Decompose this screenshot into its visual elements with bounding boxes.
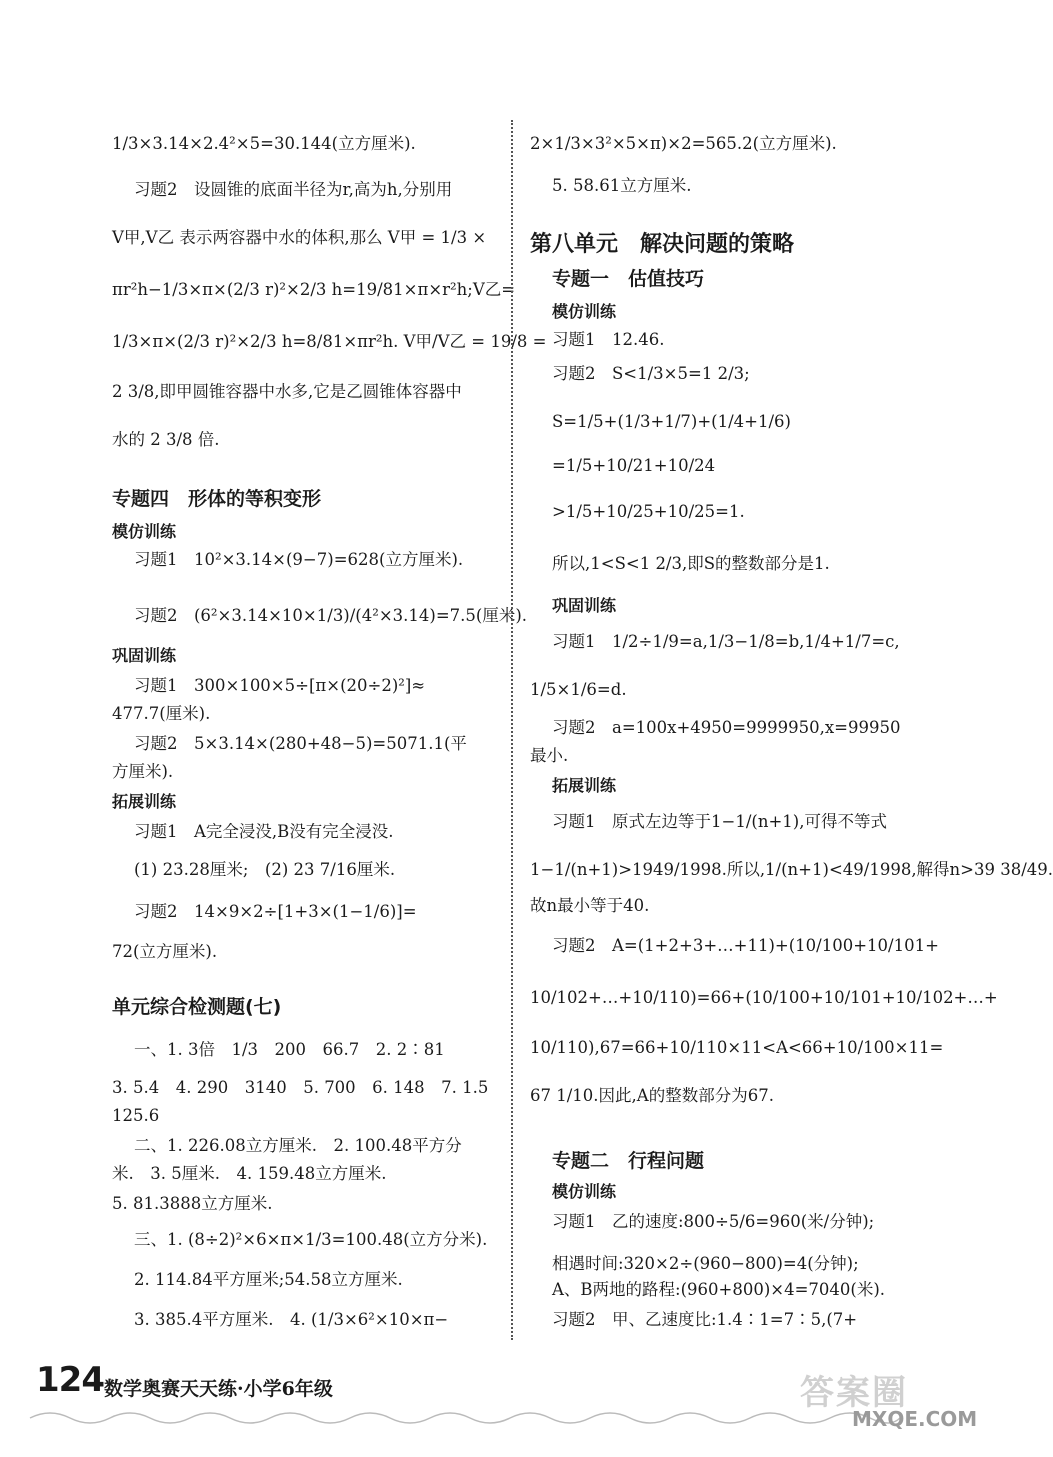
text-line: 巩固训练 (112, 646, 177, 665)
text-line: 方厘米). (112, 762, 174, 781)
text-line: 专题四 形体的等积变形 (112, 488, 322, 510)
text-line: 习题2 甲、乙速度比:1.4∶1=7∶5,(7+ (552, 1310, 858, 1329)
text-line: 故n最小等于40. (530, 896, 650, 915)
column-divider (511, 120, 513, 1340)
text-line: 5. 58.61立方厘米. (552, 176, 692, 195)
text-line: 模仿训练 (112, 522, 177, 541)
text-line: 三、1. (8÷2)²×6×π×1/3=100.48(立方分米). (134, 1230, 488, 1249)
text-line: 习题2 5×3.14×(280+48−5)=5071.1(平 (134, 734, 467, 753)
text-line: 2×1/3×3²×5×π)×2=565.2(立方厘米). (530, 134, 837, 153)
text-line: 习题1 A完全浸没,B没有完全浸没. (134, 822, 394, 841)
text-line: V甲,V乙 表示两容器中水的体积,那么 V甲 = 1/3 × (112, 228, 487, 247)
text-line: 习题2 设圆锥的底面半径为r,高为h,分别用 (134, 180, 453, 199)
text-line: 习题2 (6²×3.14×10×1/3)/(4²×3.14)=7.5(厘米). (134, 606, 528, 625)
text-line: 模仿训练 (552, 1182, 617, 1201)
text-line: 最小. (530, 746, 569, 765)
text-line: 习题1 300×100×5÷[π×(20÷2)²]≈ (134, 676, 426, 695)
text-line: 第八单元 解决问题的策略 (530, 232, 795, 257)
text-line: =1/5+10/21+10/24 (552, 456, 716, 475)
footer-wave-decoration (30, 1408, 900, 1428)
watermark-logo: 答案圈 (800, 1373, 908, 1413)
text-line: πr²h−1/3×π×(2/3 r)²×2/3 h=19/81×π×r²h;V乙= (112, 280, 516, 299)
text-line: 2 3/8,即甲圆锥容器中水多,它是乙圆锥体容器中 (112, 382, 462, 401)
text-line: 习题2 A=(1+2+3+…+11)+(10/100+10/101+ (552, 936, 939, 955)
text-line: A、B两地的路程:(960+800)×4=7040(米). (552, 1280, 886, 1299)
text-line: 习题2 S<1/3×5=1 2/3; (552, 364, 750, 383)
text-line: 所以,1<S<1 2/3,即S的整数部分是1. (552, 554, 830, 573)
text-line: 1/3×π×(2/3 r)²×2/3 h=8/81×πr²h. V甲/V乙 = 19/8 = (112, 332, 547, 351)
text-line: 模仿训练 (552, 302, 617, 321)
text-line: 10/110),67=66+10/110×11<A<66+10/100×11= (530, 1038, 944, 1057)
text-line: 专题一 估值技巧 (552, 268, 705, 290)
text-line: 习题1 10²×3.14×(9−7)=628(立方厘米). (134, 550, 464, 569)
text-line: 习题1 原式左边等于1−1/(n+1),可得不等式 (552, 812, 887, 831)
text-line: 2. 114.84平方厘米;54.58立方厘米. (134, 1270, 403, 1289)
text-line: 5. 81.3888立方厘米. (112, 1194, 273, 1213)
book-title: 数学奥赛天天练·小学6年级 (104, 1378, 333, 1400)
text-line: 水的 2 3/8 倍. (112, 430, 220, 449)
text-line: 习题1 1/2÷1/9=a,1/3−1/8=b,1/4+1/7=c, (552, 632, 900, 651)
text-line: 1/3×3.14×2.4²×5=30.144(立方厘米). (112, 134, 416, 153)
text-line: 相遇时间:320×2÷(960−800)=4(分钟); (552, 1254, 859, 1273)
text-line: 专题二 行程问题 (552, 1150, 705, 1172)
text-line: 67 1/10.因此,A的整数部分为67. (530, 1086, 774, 1105)
text-line: 米. 3. 5厘米. 4. 159.48立方厘米. (112, 1164, 387, 1183)
text-line: 习题2 14×9×2÷[1+3×(1−1/6)]= (134, 902, 417, 921)
watermark (800, 1365, 978, 1431)
text-line: >1/5+10/25+10/25=1. (552, 502, 745, 521)
text-line: 1−1/(n+1)>1949/1998.所以,1/(n+1)<49/1998,解得n>39 38/49. (530, 860, 1053, 879)
text-line: (1) 23.28厘米; (2) 23 7/16厘米. (134, 860, 396, 879)
text-line: 习题2 a=100x+4950=9999950,x=99950 (552, 718, 901, 737)
text-line: 72(立方厘米). (112, 942, 218, 961)
text-line: 一、1. 3倍 1/3 200 66.7 2. 2∶81 (134, 1040, 445, 1059)
text-line: 10/102+…+10/110)=66+(10/100+10/101+10/102+…+ (530, 988, 998, 1007)
text-line: 巩固训练 (552, 596, 617, 615)
watermark-url: MXQE.COM (852, 1407, 978, 1431)
text-line: 拓展训练 (112, 792, 177, 811)
text-line: 125.6 (112, 1106, 160, 1125)
text-line: 单元综合检测题(七) (112, 996, 282, 1018)
text-line: 习题1 12.46. (552, 330, 665, 349)
text-line: 3. 5.4 4. 290 3140 5. 700 6. 148 7. 1.5 (112, 1078, 489, 1097)
text-line: 二、1. 226.08立方厘米. 2. 100.48平方分 (134, 1136, 462, 1155)
text-line: 3. 385.4平方厘米. 4. (1/3×6²×10×π− (134, 1310, 449, 1329)
text-line: 习题1 乙的速度:800÷5/6=960(米/分钟); (552, 1212, 875, 1231)
text-line: 477.7(厘米). (112, 704, 211, 723)
text-line: S=1/5+(1/3+1/7)+(1/4+1/6) (552, 412, 791, 431)
text-line: 拓展训练 (552, 776, 617, 795)
text-line: 1/5×1/6=d. (530, 680, 627, 699)
page-number: 124 (36, 1360, 104, 1400)
